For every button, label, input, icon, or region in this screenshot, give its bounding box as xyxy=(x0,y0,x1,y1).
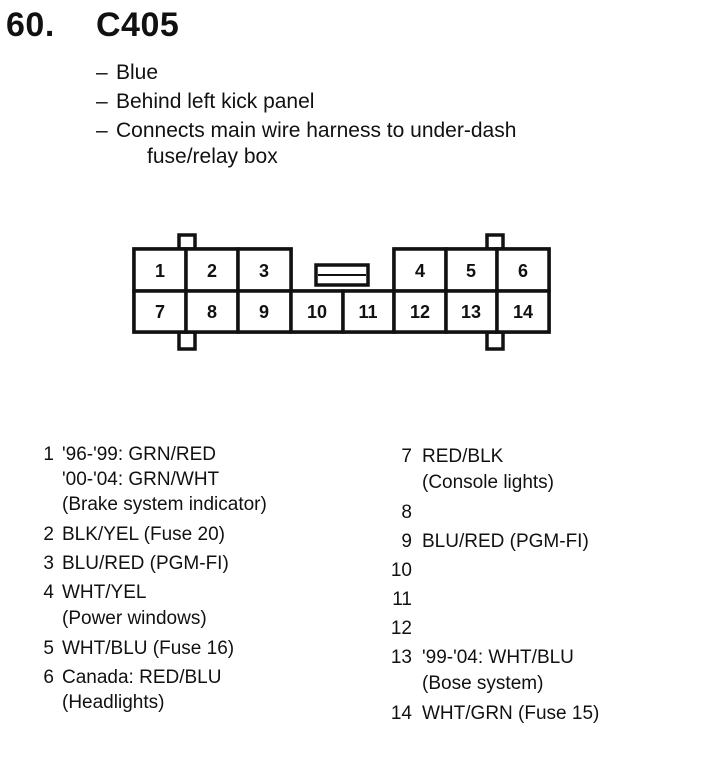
pin-function: (Bose system) xyxy=(422,673,544,694)
pin-wire: BLU/RED (PGM-FI) xyxy=(62,553,229,574)
pin-wire: '99-'04: WHT/BLU xyxy=(422,647,574,668)
note-text: Connects main wire harness to under-dash xyxy=(116,119,517,142)
locking-tab xyxy=(487,332,503,349)
pin-wire: BLU/RED (PGM-FI) xyxy=(422,531,589,552)
connector-number: 60. xyxy=(6,6,55,44)
pin-wire: '96-'99: GRN/RED xyxy=(62,444,217,465)
pin-number: 10 xyxy=(390,560,412,581)
pin-number: 14 xyxy=(390,703,412,724)
pin-number: 7 xyxy=(401,446,412,467)
pin-number: 2 xyxy=(43,524,54,545)
pin-number: 3 xyxy=(43,553,54,574)
cavity-label: 5 xyxy=(465,261,477,281)
note-dash: – xyxy=(96,61,108,84)
cavity-label: 4 xyxy=(414,261,426,281)
note-text: Blue xyxy=(116,61,159,84)
cavity-label: 9 xyxy=(258,302,270,322)
pin-wire: '00-'04: GRN/WHT xyxy=(62,469,220,490)
cavity-label: 6 xyxy=(517,261,529,281)
locking-tab xyxy=(487,235,503,249)
cavity-label: 1 xyxy=(154,261,166,281)
cavity-label: 10 xyxy=(306,302,328,322)
pin-number: 1 xyxy=(43,444,54,465)
pin-list-left xyxy=(26,442,366,722)
note-text: Behind left kick panel xyxy=(116,90,315,113)
pin-wire: WHT/BLU (Fuse 16) xyxy=(62,638,235,659)
pin-wire: Canada: RED/BLU xyxy=(62,667,222,688)
pin-number: 12 xyxy=(390,618,412,639)
note-text: fuse/relay box xyxy=(147,145,278,168)
cavity-label: 2 xyxy=(206,261,218,281)
cavity-label: 8 xyxy=(206,302,218,322)
pin-entry-1 xyxy=(26,442,366,520)
cavity-label: 7 xyxy=(154,302,166,322)
connector-code: C405 xyxy=(96,6,180,44)
pin-wire: RED/BLK xyxy=(422,446,504,467)
pin-number: 8 xyxy=(401,502,412,523)
pin-function: (Brake system indicator) xyxy=(62,494,267,515)
pin-wire: WHT/GRN (Fuse 15) xyxy=(422,703,600,724)
pin-function: (Headlights) xyxy=(62,692,165,713)
cavity-label: 12 xyxy=(409,302,431,322)
pin-function: (Console lights) xyxy=(422,472,554,493)
pin-number: 13 xyxy=(390,647,412,668)
note-dash: – xyxy=(96,90,108,113)
pin-wire: WHT/YEL xyxy=(62,582,147,603)
pin-wire: BLK/YEL (Fuse 20) xyxy=(62,524,225,545)
note-dash: – xyxy=(96,119,108,142)
locking-tab xyxy=(179,235,195,249)
pin-number: 6 xyxy=(43,667,54,688)
pin-number: 4 xyxy=(43,582,54,603)
cavity-label: 13 xyxy=(460,302,482,322)
pin-number: 11 xyxy=(392,589,412,610)
pin-function: (Power windows) xyxy=(62,608,207,629)
cavity-label: 11 xyxy=(358,302,378,322)
cavity-label: 14 xyxy=(512,302,534,322)
pin-list-right xyxy=(384,444,694,734)
cavity-label: 3 xyxy=(258,261,270,281)
pin-number: 5 xyxy=(43,638,54,659)
pin-number: 9 xyxy=(401,531,412,552)
locking-tab xyxy=(179,332,195,349)
